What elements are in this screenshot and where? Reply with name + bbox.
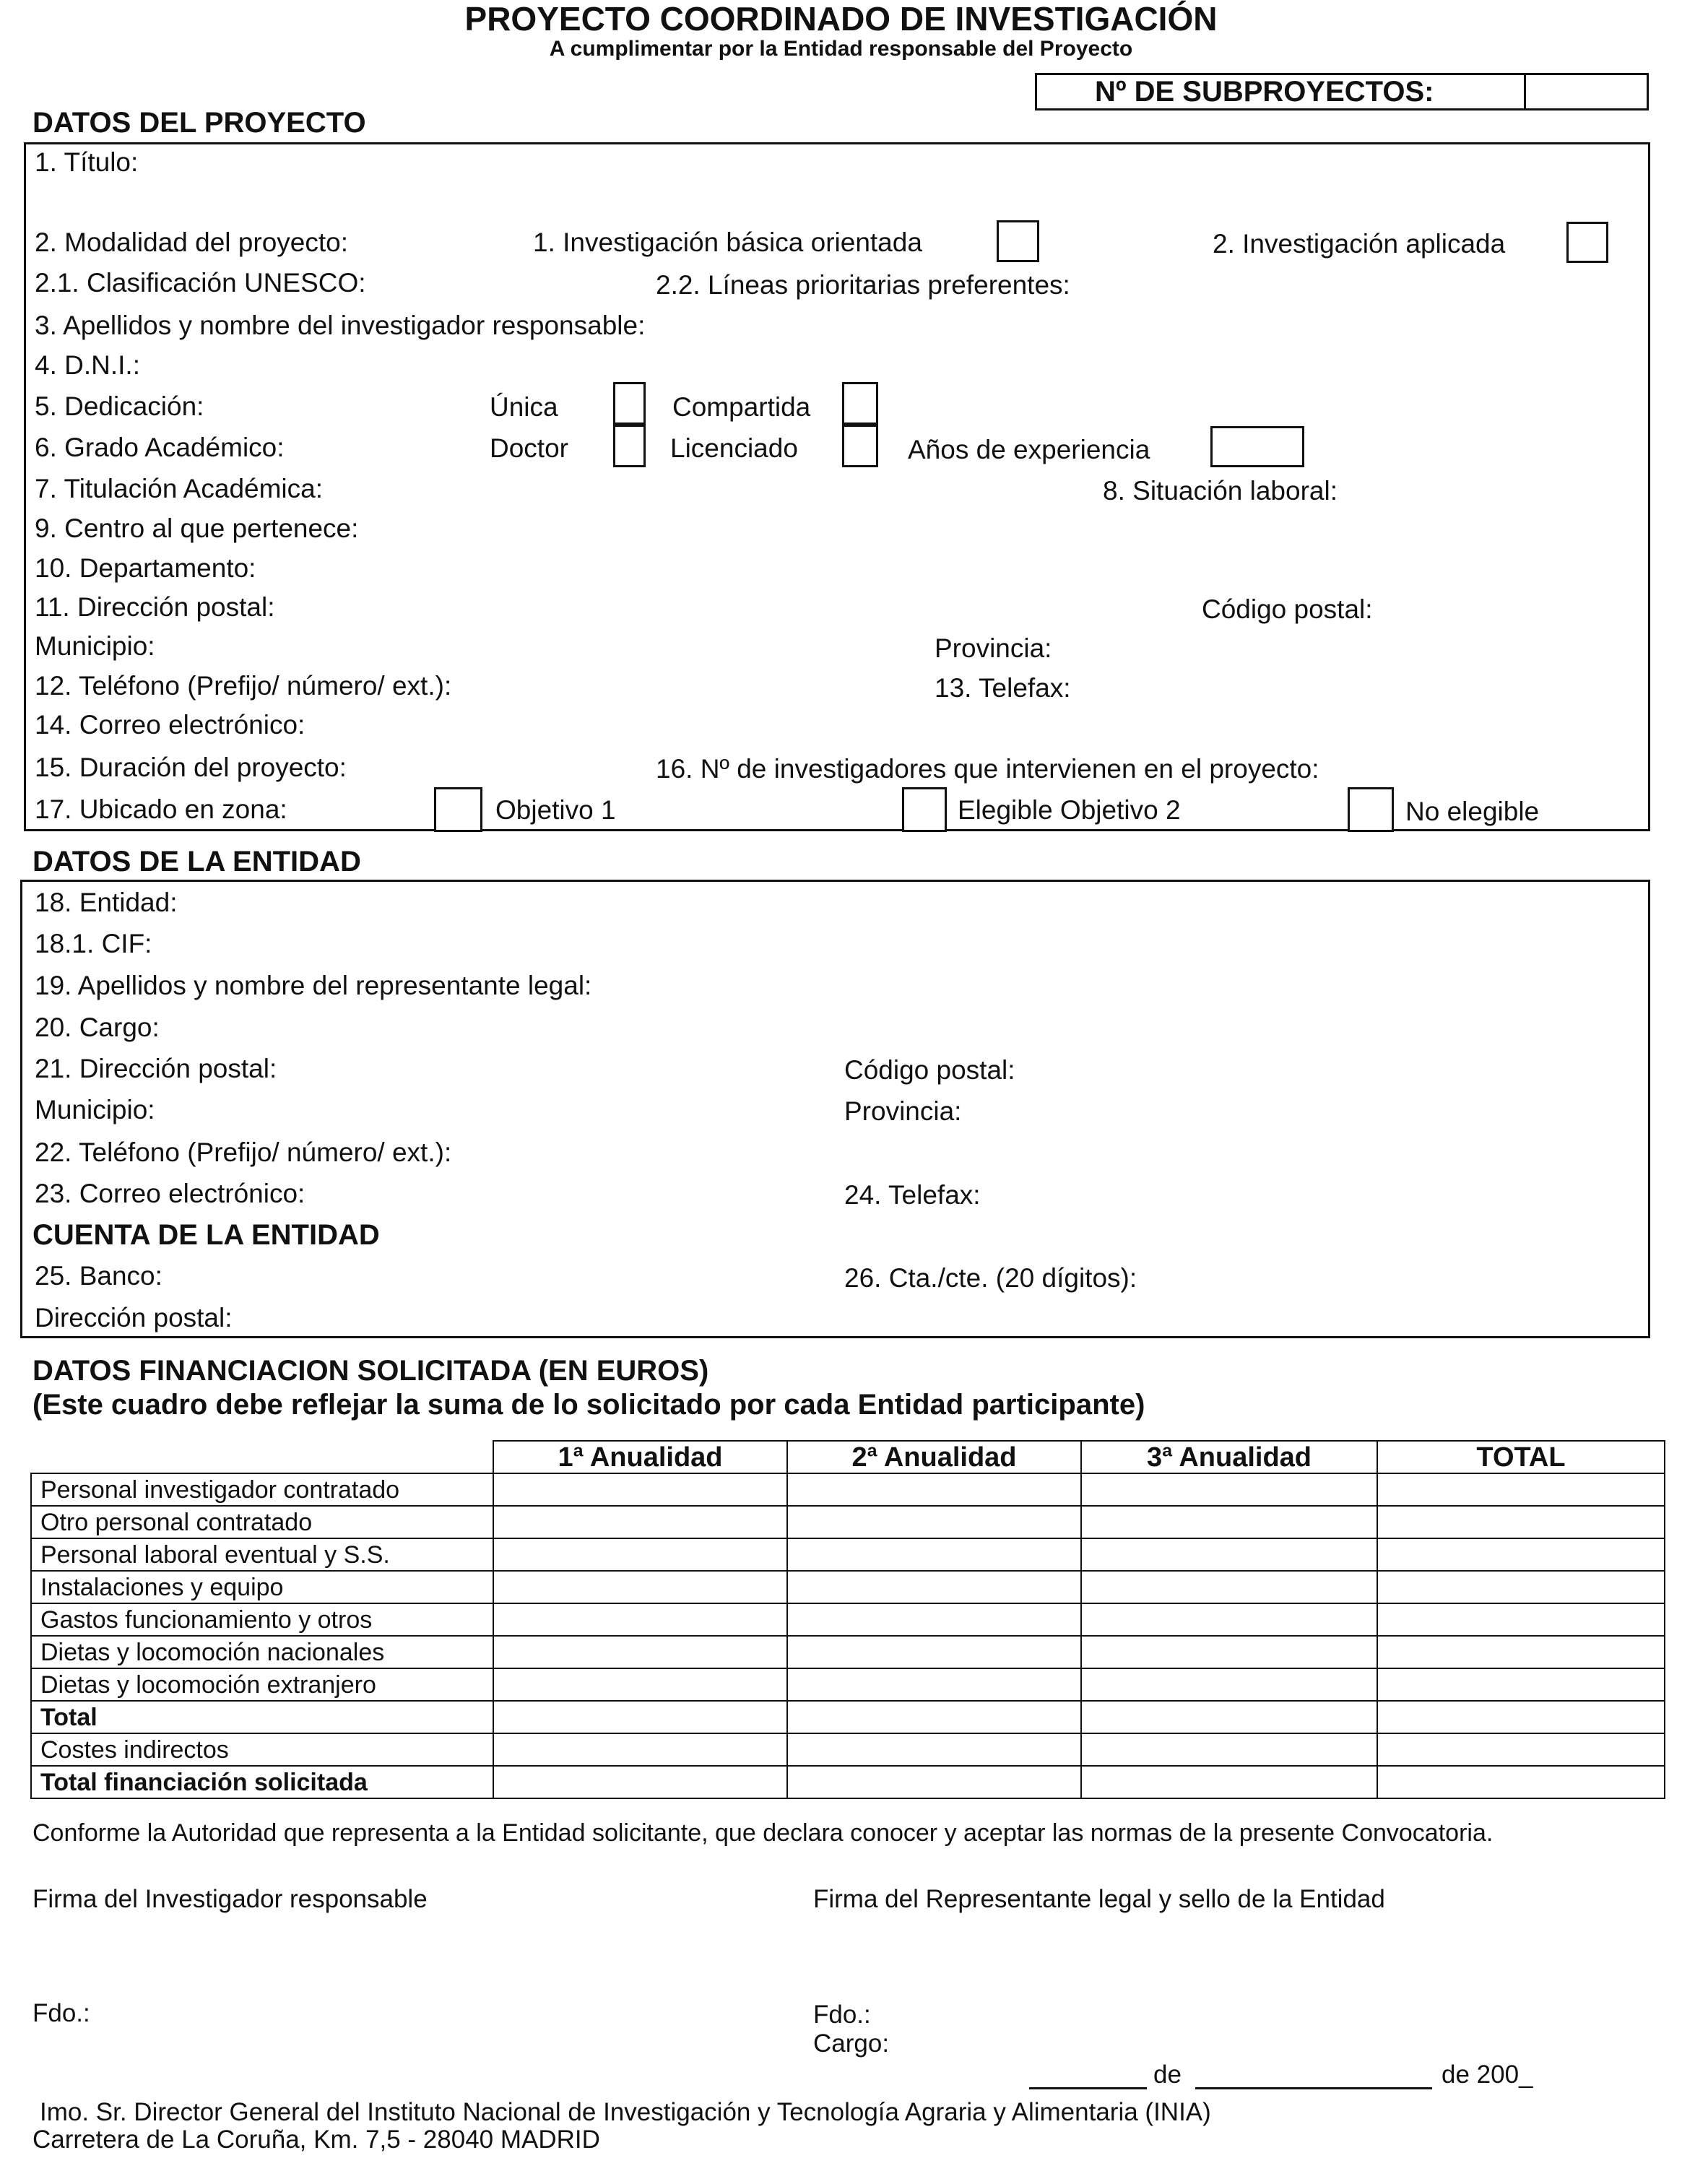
option-basica-label: 1. Investigación básica orientada (533, 228, 922, 257)
field-cargo[interactable]: 20. Cargo: (35, 1013, 160, 1042)
form-subtitle: A cumplimentar por la Entidad responsable del Proyecto (549, 37, 1133, 61)
checkbox-unica[interactable] (613, 382, 646, 425)
amount-cell[interactable] (1377, 1506, 1665, 1538)
row-label: Total (31, 1701, 493, 1733)
checkbox-aplicada[interactable] (1566, 222, 1608, 263)
field-entity-correo[interactable]: 23. Correo electrónico: (35, 1179, 305, 1208)
row-label: Instalaciones y equipo (31, 1571, 493, 1603)
amount-cell[interactable] (1081, 1733, 1377, 1766)
amount-cell[interactable] (1081, 1506, 1377, 1538)
amount-cell[interactable] (493, 1733, 787, 1766)
amount-cell[interactable] (1377, 1571, 1665, 1603)
column-header: 1ª Anualidad (493, 1441, 787, 1473)
amount-cell[interactable] (1081, 1668, 1377, 1701)
field-duracion[interactable]: 15. Duración del proyecto: (35, 753, 347, 782)
table-corner (31, 1441, 493, 1473)
amount-cell[interactable] (1377, 1473, 1665, 1506)
amount-cell[interactable] (493, 1506, 787, 1538)
field-centro[interactable]: 9. Centro al que pertenece: (35, 514, 359, 543)
amount-cell[interactable] (787, 1473, 1081, 1506)
amount-cell[interactable] (787, 1571, 1081, 1603)
amount-cell[interactable] (787, 1733, 1081, 1766)
amount-cell[interactable] (493, 1636, 787, 1668)
option-unica-label: Única (490, 392, 558, 422)
address-line: Carretera de La Coruña, Km. 7,5 - 28040 MADRID (32, 2126, 600, 2154)
field-departamento[interactable]: 10. Departamento: (35, 553, 256, 583)
amount-cell[interactable] (1377, 1668, 1665, 1701)
table-row (31, 1636, 1665, 1668)
amount-cell[interactable] (787, 1538, 1081, 1571)
field-telefono[interactable]: 12. Teléfono (Prefijo/ número/ ext.): (35, 671, 452, 701)
amount-cell[interactable] (1377, 1701, 1665, 1733)
field-entity-municipio[interactable]: Municipio: (35, 1095, 155, 1124)
column-header: 2ª Anualidad (787, 1441, 1081, 1473)
table-row (31, 1538, 1665, 1571)
addressee-line: Imo. Sr. Director General del Instituto Nacional de Investigación y Tecnología Agraria y Alimentaria (INIA) (40, 2098, 1211, 2126)
field-provincia[interactable]: Provincia: (935, 633, 1052, 663)
field-investigador[interactable]: 3. Apellidos y nombre del investigador responsable: (35, 311, 646, 340)
table-row (31, 1603, 1665, 1636)
field-modalidad: 2. Modalidad del proyecto: (35, 228, 348, 257)
field-dedicacion: 5. Dedicación: (35, 391, 204, 421)
checkbox-no-elegible[interactable] (1348, 787, 1394, 832)
amount-cell[interactable] (1377, 1538, 1665, 1571)
table-row-total (31, 1701, 1665, 1733)
cuenta-title: CUENTA DE LA ENTIDAD (32, 1219, 380, 1251)
column-header: TOTAL (1377, 1441, 1665, 1473)
row-label: Total financiación solicitada (31, 1766, 493, 1798)
row-label: Dietas y locomoción extranjero (31, 1668, 493, 1701)
date-de-2: de 200_ (1442, 2060, 1533, 2089)
field-representante[interactable]: 19. Apellidos y nombre del representante legal: (35, 971, 592, 1000)
field-titulacion[interactable]: 7. Titulación Académica: (35, 474, 323, 503)
field-direccion[interactable]: 11. Dirección postal: (35, 592, 275, 622)
table-row-grand-total (31, 1766, 1665, 1798)
field-entity-direccion[interactable]: 21. Dirección postal: (35, 1054, 277, 1083)
amount-cell[interactable] (787, 1766, 1081, 1798)
financing-note: (Este cuadro debe reflejar la suma de lo solicitado por cada Entidad participante) (32, 1389, 1145, 1421)
form-title: PROYECTO COORDINADO DE INVESTIGACIÓN (464, 0, 1218, 38)
field-entidad[interactable]: 18. Entidad: (35, 888, 178, 917)
field-municipio[interactable]: Municipio: (35, 631, 155, 661)
financing-table (30, 1440, 1665, 1799)
field-correo[interactable]: 14. Correo electrónico: (35, 710, 305, 740)
table-row (31, 1506, 1665, 1538)
row-label: Otro personal contratado (31, 1506, 493, 1538)
option-objetivo1-label: Objetivo 1 (495, 795, 616, 825)
field-grado: 6. Grado Académico: (35, 433, 285, 462)
amount-cell[interactable] (493, 1473, 787, 1506)
experiencia-label: Años de experiencia (908, 435, 1150, 464)
amount-cell[interactable] (493, 1766, 787, 1798)
amount-cell[interactable] (1377, 1603, 1665, 1636)
field-num-investigadores[interactable]: 16. Nº de investigadores que intervienen en el proyecto: (656, 754, 1319, 784)
checkbox-elegible2[interactable] (902, 787, 947, 832)
amount-cell[interactable] (1081, 1571, 1377, 1603)
table-row (31, 1571, 1665, 1603)
firma-investigador-label: Firma del Investigador responsable (32, 1885, 428, 1913)
firma-representante-label: Firma del Representante legal y sello de la Entidad (813, 1885, 1385, 1913)
checkbox-licenciado[interactable] (842, 425, 878, 467)
amount-cell[interactable] (1377, 1766, 1665, 1798)
option-aplicada-label: 2. Investigación aplicada (1213, 229, 1506, 259)
fdo-investigador[interactable]: Fdo.: (32, 1999, 90, 2027)
row-label: Gastos funcionamiento y otros (31, 1603, 493, 1636)
date-month-line[interactable] (1195, 2087, 1432, 2089)
cargo-representante[interactable]: Cargo: (813, 2029, 890, 2058)
column-header: 3ª Anualidad (1081, 1441, 1377, 1473)
field-entity-telefax[interactable]: 24. Telefax: (844, 1180, 981, 1210)
section-title-entity: DATOS DE LA ENTIDAD (32, 846, 361, 878)
field-titulo[interactable]: 1. Título: (35, 147, 139, 177)
checkbox-doctor[interactable] (613, 425, 646, 467)
checkbox-compartida[interactable] (842, 382, 878, 425)
experiencia-input[interactable] (1210, 426, 1304, 467)
amount-cell[interactable] (787, 1603, 1081, 1636)
field-cuenta[interactable]: 26. Cta./cte. (20 dígitos): (844, 1263, 1137, 1293)
field-banco-direccion[interactable]: Dirección postal: (35, 1303, 233, 1332)
amount-cell[interactable] (1081, 1701, 1377, 1733)
section-title-project: DATOS DEL PROYECTO (32, 107, 366, 139)
amount-cell[interactable] (1081, 1636, 1377, 1668)
financing-header-row (31, 1441, 1665, 1473)
field-unesco[interactable]: 2.1. Clasificación UNESCO: (35, 268, 366, 298)
amount-cell[interactable] (493, 1668, 787, 1701)
row-label: Costes indirectos (31, 1733, 493, 1766)
amount-cell[interactable] (493, 1571, 787, 1603)
financing-title: DATOS FINANCIACION SOLICITADA (EN EUROS) (32, 1355, 709, 1387)
row-label: Personal laboral eventual y S.S. (31, 1538, 493, 1571)
field-entity-codigo-postal[interactable]: Código postal: (844, 1055, 1015, 1085)
option-doctor-label: Doctor (490, 433, 568, 463)
date-day-line[interactable] (1029, 2087, 1147, 2089)
subprojects-label: Nº DE SUBPROYECTOS: (1095, 76, 1434, 108)
option-no-elegible-label: No elegible (1405, 797, 1540, 826)
amount-cell[interactable] (493, 1603, 787, 1636)
option-licenciado-label: Licenciado (670, 433, 798, 463)
amount-cell[interactable] (787, 1506, 1081, 1538)
amount-cell[interactable] (493, 1701, 787, 1733)
row-label: Personal investigador contratado (31, 1473, 493, 1506)
table-row (31, 1473, 1665, 1506)
amount-cell[interactable] (1081, 1766, 1377, 1798)
field-entity-provincia[interactable]: Provincia: (844, 1096, 962, 1126)
option-elegible2-label: Elegible Objetivo 2 (958, 795, 1181, 825)
field-cif[interactable]: 18.1. CIF: (35, 929, 152, 958)
fdo-representante[interactable]: Fdo.: (813, 2001, 871, 2029)
field-banco[interactable]: 25. Banco: (35, 1261, 162, 1291)
amount-cell[interactable] (787, 1636, 1081, 1668)
field-telefax[interactable]: 13. Telefax: (935, 673, 1071, 703)
subprojects-count-field[interactable] (1524, 73, 1526, 110)
field-codigo-postal[interactable]: Código postal: (1202, 594, 1373, 624)
entity-box (20, 880, 1650, 1338)
amount-cell[interactable] (1081, 1603, 1377, 1636)
field-entity-telefono[interactable]: 22. Teléfono (Prefijo/ número/ ext.): (35, 1138, 452, 1167)
table-row (31, 1668, 1665, 1701)
field-situacion[interactable]: 8. Situación laboral: (1103, 476, 1338, 506)
amount-cell[interactable] (1081, 1538, 1377, 1571)
field-lineas[interactable]: 2.2. Líneas prioritarias preferentes: (656, 270, 1070, 300)
table-row (31, 1733, 1665, 1766)
amount-cell[interactable] (1081, 1473, 1377, 1506)
amount-cell[interactable] (1377, 1733, 1665, 1766)
amount-cell[interactable] (787, 1701, 1081, 1733)
field-dni[interactable]: 4. D.N.I.: (35, 350, 140, 380)
checkbox-basica[interactable] (997, 220, 1039, 262)
declaration-text: Conforme la Autoridad que representa a la Entidad solicitante, que declara conocer y aceptar las normas de la presente Convocatoria. (32, 1819, 1494, 1847)
amount-cell[interactable] (493, 1538, 787, 1571)
row-label: Dietas y locomoción nacionales (31, 1636, 493, 1668)
amount-cell[interactable] (1377, 1636, 1665, 1668)
checkbox-objetivo1[interactable] (434, 787, 482, 832)
field-ubicado: 17. Ubicado en zona: (35, 794, 287, 824)
amount-cell[interactable] (787, 1668, 1081, 1701)
option-compartida-label: Compartida (672, 392, 811, 422)
date-de-1: de (1153, 2060, 1182, 2089)
